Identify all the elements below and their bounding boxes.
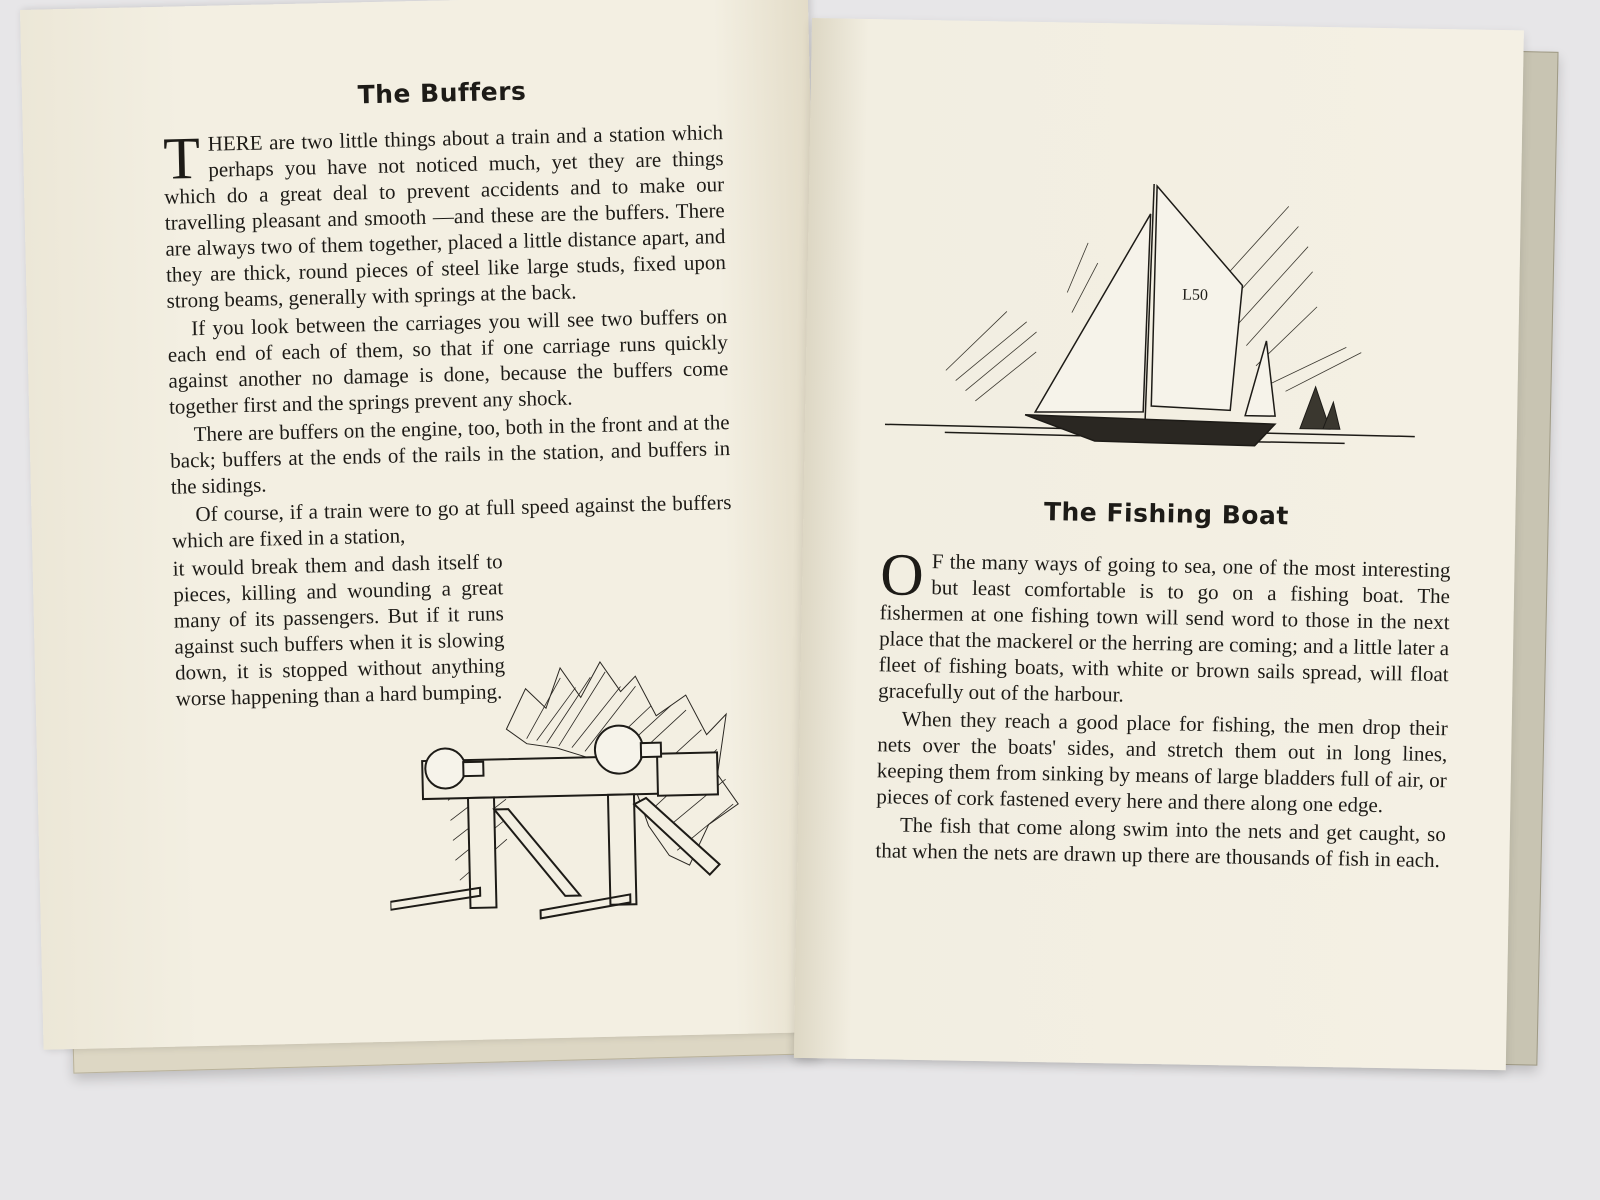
right-page <box>794 18 1524 1070</box>
buffers-paragraph-4b: it would break them and dash itself to pieces, killing and wounding a great many of its passengers. But if it runs against such buffers when it is slowing down, it is stopped without anything worse happening than a hard bumping. <box>172 549 506 711</box>
rails <box>390 884 631 921</box>
buffers-paragraph-3: There are buffers on the engine, too, both in the front and at the back; buffers at the ends of the rails in the station, and buffers in the sidings. <box>169 410 731 499</box>
distant-boat <box>1300 387 1341 430</box>
page-title-fishing-boat: The Fishing Boat <box>1043 497 1290 531</box>
fishing-paragraph-1-text: F the many ways of going to sea, one of the most interesting but least comfortable is to go on a fishing boat. The fishermen at one fishing town will send word to those in the next place that the mackerel or the herring are coming; and a little later a fleet of fishing boats, with white or brown sails spread, will float gracefully out of the harbour. <box>878 549 1451 707</box>
dropcap-t: T <box>162 124 201 192</box>
fishing-boat-text <box>875 541 1451 873</box>
buffers-text <box>163 119 736 712</box>
boat-hull <box>1025 415 1275 446</box>
buffer-beam-illustration <box>385 644 751 932</box>
fishing-paragraph-1 <box>878 541 1451 713</box>
buffers-paragraph-2: If you look between the carriages you will see two buffers on each end of each of them, so that if one carriage runs quickly against another no damage is done, because the buffers come together first and the springs prevent any shock. <box>167 304 729 419</box>
fishing-paragraph-3: The fish that come along swim into the nets and get caught, so that when the nets are drawn up there are thousands of fish in each. <box>875 812 1447 873</box>
fishing-paragraph-2: When they reach a good place for fishing, the men drop their nets over the boats' sides, and stretch them out in long lines, keeping them from sinking by means of large bladders full of air, or pieces of cork fastened every here and there along one edge. <box>876 706 1448 818</box>
sailing-boat-illustration <box>884 169 1429 478</box>
buffers-paragraph-1 <box>163 119 727 314</box>
buffers-paragraph-1-text: HERE are two little things about a train and a station which perhaps you have not noticed much, yet they are things which do a great deal to prevent accidents and to make our travelling pleasant and smooth —and these are the buffers. There are always two of them together, placed a little distance apart, and they are thick, round pieces of steel like large studs, fixed upon strong beams, generally with springs at the back. <box>164 120 727 313</box>
page-title-buffers: The Buffers <box>357 76 527 110</box>
main-sails <box>1035 182 1279 426</box>
sail-number: L50 <box>1182 286 1209 304</box>
left-page <box>20 0 831 1050</box>
buffers-paragraph-4a: Of course, if a train were to go at full speed against the buffers which are fixed in a station, <box>171 489 732 553</box>
dropcap-o: O <box>879 541 925 609</box>
